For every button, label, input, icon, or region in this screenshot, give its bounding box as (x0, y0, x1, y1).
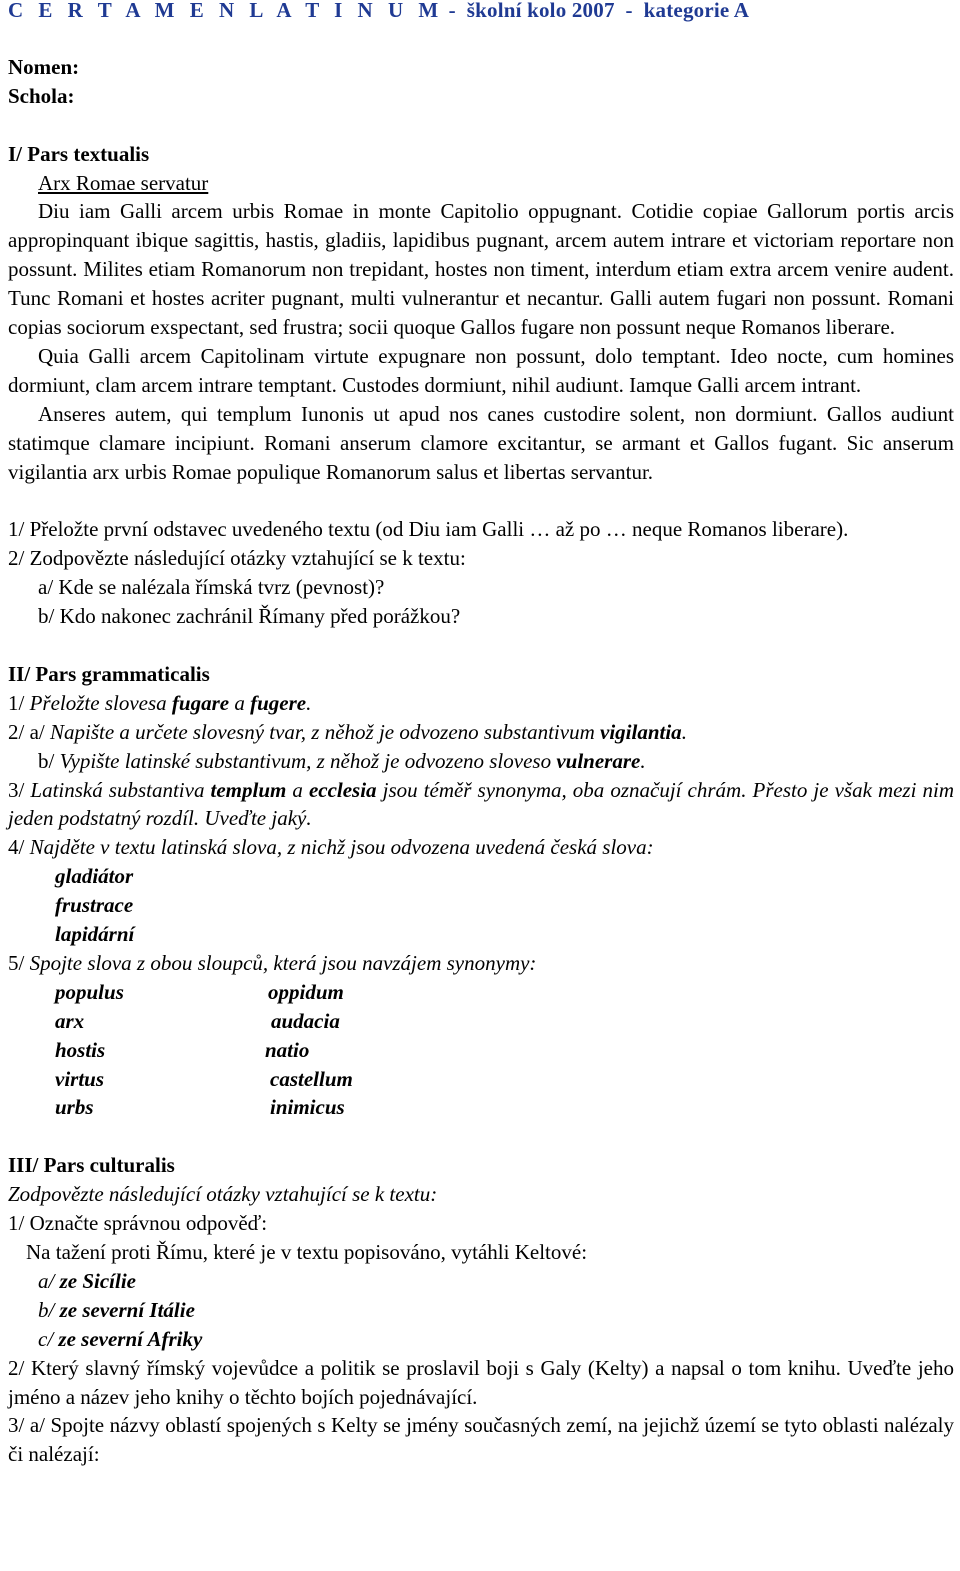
synonym-row (8, 1007, 954, 1036)
question-text: Napište a určete slovesný tvar, z něhož je odvozeno substantivum (50, 719, 600, 744)
answer-option-c (8, 1325, 954, 1354)
question-number: 3/ (8, 777, 31, 802)
question-text: Najděte v textu latinská slova, z nichž jsou odvozena uvedená česká slova: (29, 835, 654, 860)
question-number: 2/ a/ (8, 719, 50, 744)
latin-paragraph-3: Anseres autem, qui templum Iunonis ut apud nos canes custodire solent, non dormiunt. Gallos audiunt statimque clamare incipiunt. Romani anserum clamore excitantur, se armant et Gallos fugant. Sic anserum vigilantia arx urbis Romae populique Romanorum salus et libertas servantur. (8, 401, 954, 484)
keyword: fugere (250, 690, 307, 715)
answer-option-b (8, 1296, 954, 1325)
section-1-question-2a: a/ Kde se nalézala římská tvrz (pevnost)? (38, 575, 385, 600)
keyword: templum (210, 777, 287, 802)
question-text: jsou téměř synonyma, oba označují chrám. Přesto je však mezi nim jeden podstatný rozdíl. Uveďte jaký. (8, 777, 954, 831)
section-2-question-5 (8, 949, 954, 978)
word-item: frustrace (55, 893, 134, 918)
synonym-right: inimicus (270, 1095, 345, 1120)
document-title (8, 0, 954, 24)
schola-label: Schola: (8, 83, 75, 108)
question-text: . (681, 719, 687, 744)
synonym-row (8, 978, 954, 1007)
option-label: c/ (38, 1326, 59, 1351)
latin-paragraph-2: Quia Galli arcem Capitolinam virtute expugnare non possunt, dolo temptant. Ideo nocte, cum homines dormiunt, clam arcem intrare temptant. Custodes dormiunt, nihil audiunt. Iamque Galli arcem intrant. (8, 343, 954, 397)
answer-option-a (8, 1267, 954, 1296)
section-1-heading: I/ Pars textualis (8, 141, 150, 166)
spacer (8, 24, 954, 53)
section-3-question-2: 2/ Který slavný římský vojevůdce a politik se proslavil boji s Galy (Kelty) a napsal o tom knihu. Uveďte jeho jméno a název jeho knihy o těchto bojích pojednávající. (8, 1355, 954, 1409)
title-spaced: C E R T A M E N L A T I N U M (8, 0, 444, 22)
keyword: vulnerare (556, 748, 641, 773)
option-label: b/ (38, 1297, 60, 1322)
synonym-left: hostis (55, 1037, 106, 1062)
latin-paragraph-1: Diu iam Galli arcem urbis Romae in monte Capitolio oppugnant. Cotidie copiae Gallorum portis arcis appropinquant ibique sagittis, hastis, gladiis, lapidibus pugnant, arcem autem intrare et victoriam reportare non possunt. Milites etiam Romanorum non trepidant, hostes non timent, interdum etiam extra arcem venire audent. Tunc Romani et hostes acriter pugnant, multi vulnerantur et necantur. Galli autem fugari non possunt. Romani copias sociorum exspectant, sed frustra; socii quoque Gallos fugare non possunt neque Romanos liberare. (8, 199, 954, 340)
text-title: Arx Romae servatur (38, 170, 209, 195)
spacer (8, 486, 954, 515)
question-number: b/ (38, 748, 60, 773)
question-text: a (286, 777, 309, 802)
question-text: a (229, 690, 251, 715)
section-2-question-2b (8, 747, 954, 776)
option-text: ze Sicílie (59, 1268, 136, 1293)
synonym-left: populus (55, 979, 124, 1004)
synonym-left: arx (55, 1008, 85, 1033)
word-item: lapidární (55, 922, 135, 947)
section-1-question-2: 2/ Zodpovězte následující otázky vztahující se k textu: (8, 546, 466, 571)
section-3-question-3: 3/ a/ Spojte názvy oblastí spojených s Kelty se jmény současných zemí, na jejichž území se tyto oblasti nalézaly či nalézají: (8, 1413, 954, 1467)
option-text: ze severní Itálie (59, 1297, 195, 1322)
synonym-left: virtus (55, 1066, 105, 1091)
word-item: gladiátor (55, 864, 134, 889)
question-text: . (306, 690, 312, 715)
synonym-right: castellum (270, 1066, 353, 1091)
section-2-question-4 (8, 833, 954, 862)
question-number: 5/ (8, 950, 30, 975)
question-text: Latinská substantiva (30, 777, 211, 802)
section-3-question-1-text: Na tažení proti Římu, které je v textu popisováno, vytáhli Keltové: (26, 1239, 588, 1264)
nomen-label: Nomen: (8, 54, 80, 79)
option-label: a/ (38, 1268, 60, 1293)
option-text: ze severní Afriky (58, 1326, 203, 1351)
question-text: Přeložte slovesa (29, 690, 172, 715)
spacer (8, 111, 954, 140)
section-2-question-1 (8, 689, 954, 718)
question-text: Vypište latinské substantivum, z něhož je odvozeno sloveso (59, 748, 557, 773)
question-number: 4/ (8, 835, 30, 860)
keyword: ecclesia (308, 777, 377, 802)
synonym-row (8, 1093, 954, 1122)
spacer (8, 631, 954, 660)
synonym-right: oppidum (268, 979, 344, 1004)
section-1-question-1: 1/ Přeložte první odstavec uvedeného textu (od Diu iam Galli … až po … neque Romanos liberare). (8, 517, 849, 542)
section-3-question-1: 1/ Označte správnou odpověď: (8, 1211, 268, 1236)
title-rest: - školní kolo 2007 - kategorie A (443, 0, 750, 22)
question-text: Spojte slova z obou sloupců, která jsou navzájem synonymy: (29, 950, 537, 975)
synonym-row (8, 1036, 954, 1065)
synonym-left: urbs (55, 1095, 94, 1120)
keyword: vigilantia (600, 719, 682, 744)
section-2-question-2a (8, 718, 954, 747)
question-text: . (640, 748, 646, 773)
synonym-row (8, 1065, 954, 1094)
synonym-right: audacia (271, 1008, 340, 1033)
section-2-question-3 (8, 776, 954, 834)
section-3-heading: III/ Pars culturalis (8, 1153, 175, 1178)
spacer (8, 1122, 954, 1151)
section-1-question-2b: b/ Kdo nakonec zachránil Římany před porážkou? (38, 604, 461, 629)
question-number: 1/ (8, 690, 30, 715)
section-3-intro: Zodpovězte následující otázky vztahující se k textu: (8, 1182, 438, 1207)
synonym-right: natio (265, 1037, 310, 1062)
keyword: fugare (171, 690, 230, 715)
section-2-heading: II/ Pars grammaticalis (8, 661, 210, 686)
